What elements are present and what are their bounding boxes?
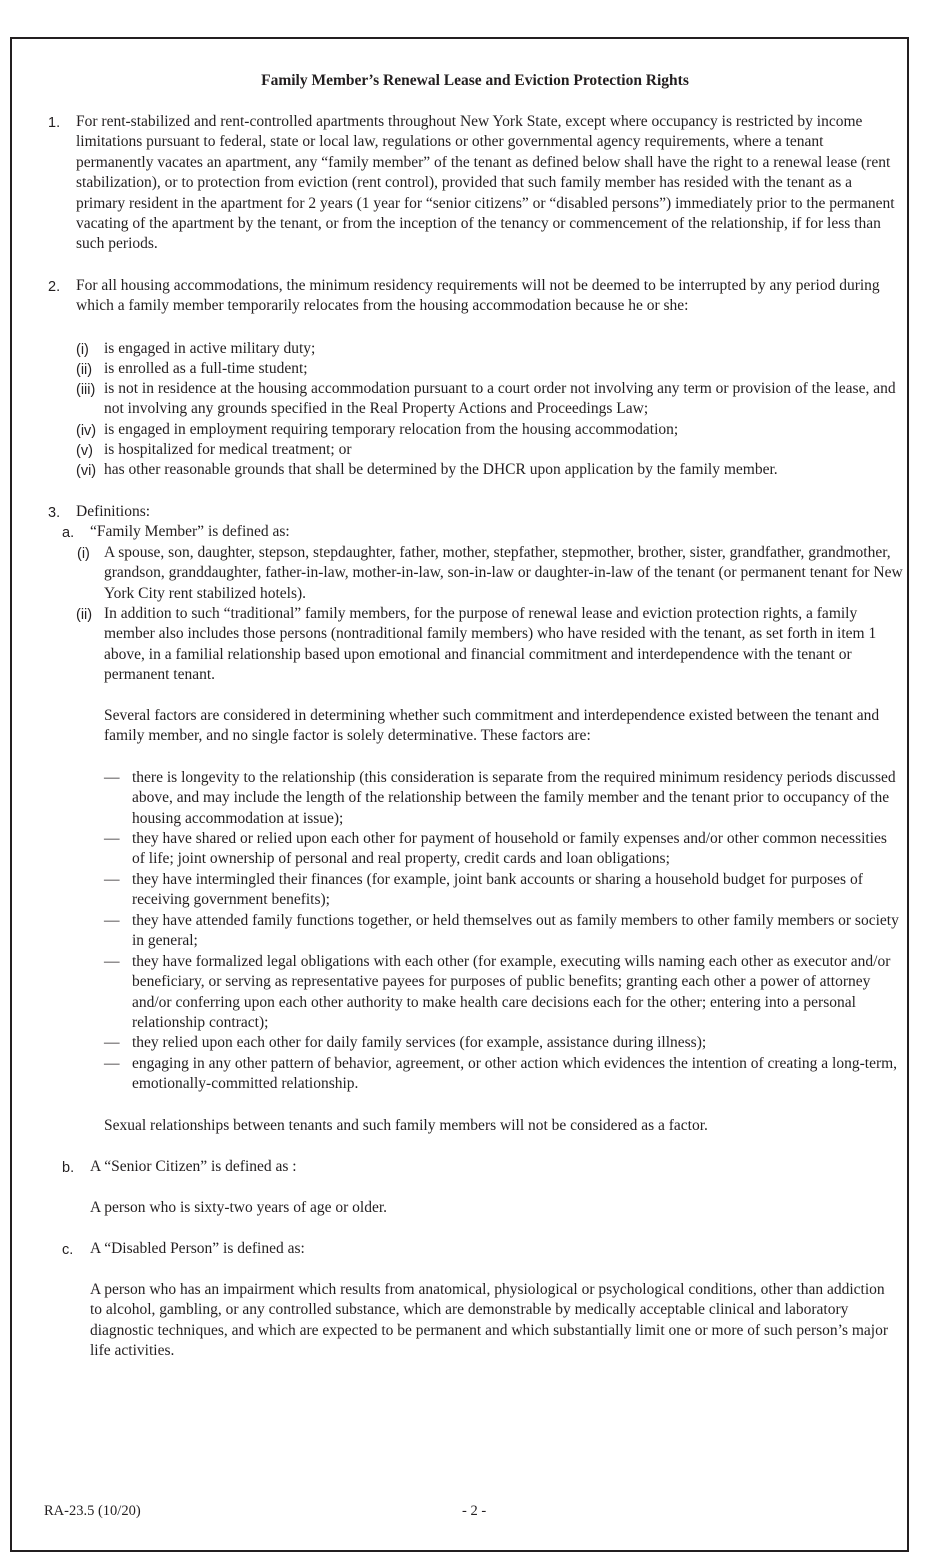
definition-b-heading: A “Senior Citizen” is defined as : xyxy=(90,1158,297,1175)
factor-dash: — xyxy=(104,1055,120,1072)
factor-item: they have formalized legal obligations with each other (for example, executing wills naming each other as executor and/or beneficiary, or serving as representative payees for purposes of public benefits; granting each other a power of attorney and/or conferring upon each other authority to make health care decisions each for the other; entering into a personal relationship contract); xyxy=(132,953,891,1032)
item-iv-label: (iv) xyxy=(76,423,97,439)
definition-c-label: c. xyxy=(62,1242,74,1258)
definition-b-text: A person who is sixty-two years of age or older. xyxy=(90,1199,388,1216)
item-ii-label: (ii) xyxy=(76,362,93,378)
section-2-number: 2. xyxy=(48,279,61,295)
item-vi-label: (vi) xyxy=(76,463,97,479)
item-v-text: is hospitalized for medical treatment; or xyxy=(104,441,352,458)
page-title: Family Member’s Renewal Lease and Eviction Protection Rights xyxy=(261,72,689,89)
factor-dash: — xyxy=(104,953,120,970)
factor-dash: — xyxy=(104,912,120,929)
section-3-number: 3. xyxy=(48,505,61,521)
item-i-text: is engaged in active military duty; xyxy=(104,340,316,357)
definition-a-i-text: A spouse, son, daughter, stepson, stepdaughter, father, mother, stepfather, stepmother, brother, sister, grandfather, grandmother, grandson, granddaughter, father-in-law, mother-in-law, son-in-law or daughter-in-law of the tenant (or permanent tenant for New York City rent stabilized hotels). xyxy=(104,544,903,602)
section-2-text: For all housing accommodations, the minimum residency requirements will not be deemed to be interrupted by any period during which a family member temporarily relocates from the housing accommodation because he or she: xyxy=(76,277,880,315)
definition-a-i-label: (i) xyxy=(77,546,90,562)
item-iv-text: is engaged in employment requiring temporary relocation from the housing accommodation; xyxy=(104,421,679,438)
factor-dash: — xyxy=(104,830,120,847)
factors-intro: Several factors are considered in determining whether such commitment and interdependence existed between the tenant and family member, and no single factor is solely determinative. These factors are: xyxy=(104,707,880,745)
factor-item: they have shared or relied upon each other for payment of household or family expenses and/or other common necessities of life; joint ownership of personal and real property, credit cards and loan obligations; xyxy=(132,830,887,868)
section-1-text: For rent-stabilized and rent-controlled apartments throughout New York State, except where occupancy is restricted by income limitations pursuant to federal, state or local law, regulations or other governmental agency requirements, where a tenant permanently vacates an apartment, any “family member” of the tenant as defined below shall have the right to a renewal lease (rent stabilization), or to protection from eviction (rent control), provided that such family member has resided with the tenant as a primary resident in the apartment for 2 years (1 year for “senior citizens” or “disabled persons”) immediately prior to the permanent vacating of the apartment by the tenant, or from the inception of the tenancy or commencement of the relationship, if for less than such periods. xyxy=(76,113,895,253)
item-i-label: (i) xyxy=(76,342,89,358)
factor-item: engaging in any other pattern of behavior, agreement, or other action which evidences the intention of creating a long-term, emotionally-committed relationship. xyxy=(132,1055,898,1093)
factor-item: they have intermingled their finances (for example, joint bank accounts or sharing a household budget for purposes of receiving government benefits); xyxy=(132,871,863,909)
factor-dash: — xyxy=(104,1034,120,1051)
item-iii-text: is not in residence at the housing accommodation pursuant to a court order not involving any term or provision of the lease, and not involving any grounds specified in the Real Property Actions and Proceedings Law; xyxy=(104,380,896,418)
item-vi-text: has other reasonable grounds that shall be determined by the DHCR upon application by the family member. xyxy=(104,461,778,478)
page-number: - 2 - xyxy=(462,1503,487,1519)
section-1-number: 1. xyxy=(48,115,61,131)
factor-item: they relied upon each other for daily family services (for example, assistance during illness); xyxy=(132,1034,707,1051)
item-v-label: (v) xyxy=(76,443,93,459)
definition-a-ii-text: In addition to such “traditional” family members, for the purpose of renewal lease and eviction protection rights, a family member also includes those persons (nontraditional family members) who have resided with the tenant, as set forth in item 1 above, in a familial relationship based upon emotional and financial commitment and interdependence with the tenant or permanent tenant. xyxy=(104,605,877,684)
form-id: RA-23.5 (10/20) xyxy=(44,1503,141,1519)
factor-dash: — xyxy=(104,871,120,888)
definition-b-label: b. xyxy=(62,1160,75,1176)
item-iii-label: (iii) xyxy=(76,382,96,398)
factor-item: they have attended family functions together, or held themselves out as family members to other family members or society in general; xyxy=(132,912,899,950)
factor-dash: — xyxy=(104,769,120,786)
definition-c-text: A person who has an impairment which results from anatomical, physiological or psychological conditions, other than addiction to alcohol, gambling, or any controlled substance, which are demonstrable by medically acceptable clinical and laboratory diagnostic techniques, and which are expected to be permanent and which substantially limit one or more of such person’s major life activities. xyxy=(90,1281,889,1360)
factor-item: there is longevity to the relationship (this consideration is separate from the required minimum residency periods discussed above, and may include the length of the relationship between the family member and the tenant prior to occupancy of the housing accommodation at issue); xyxy=(132,769,896,827)
definition-a-heading: “Family Member” is defined as: xyxy=(90,523,290,540)
definition-a-label: a. xyxy=(62,525,75,541)
definition-c-heading: A “Disabled Person” is defined as: xyxy=(90,1240,305,1257)
sexual-relationships-note: Sexual relationships between tenants and such family members will not be considered as a factor. xyxy=(104,1117,708,1134)
definition-a-ii-label: (ii) xyxy=(76,607,93,623)
item-ii-text: is enrolled as a full-time student; xyxy=(104,360,308,377)
section-3-heading: Definitions: xyxy=(76,503,151,520)
